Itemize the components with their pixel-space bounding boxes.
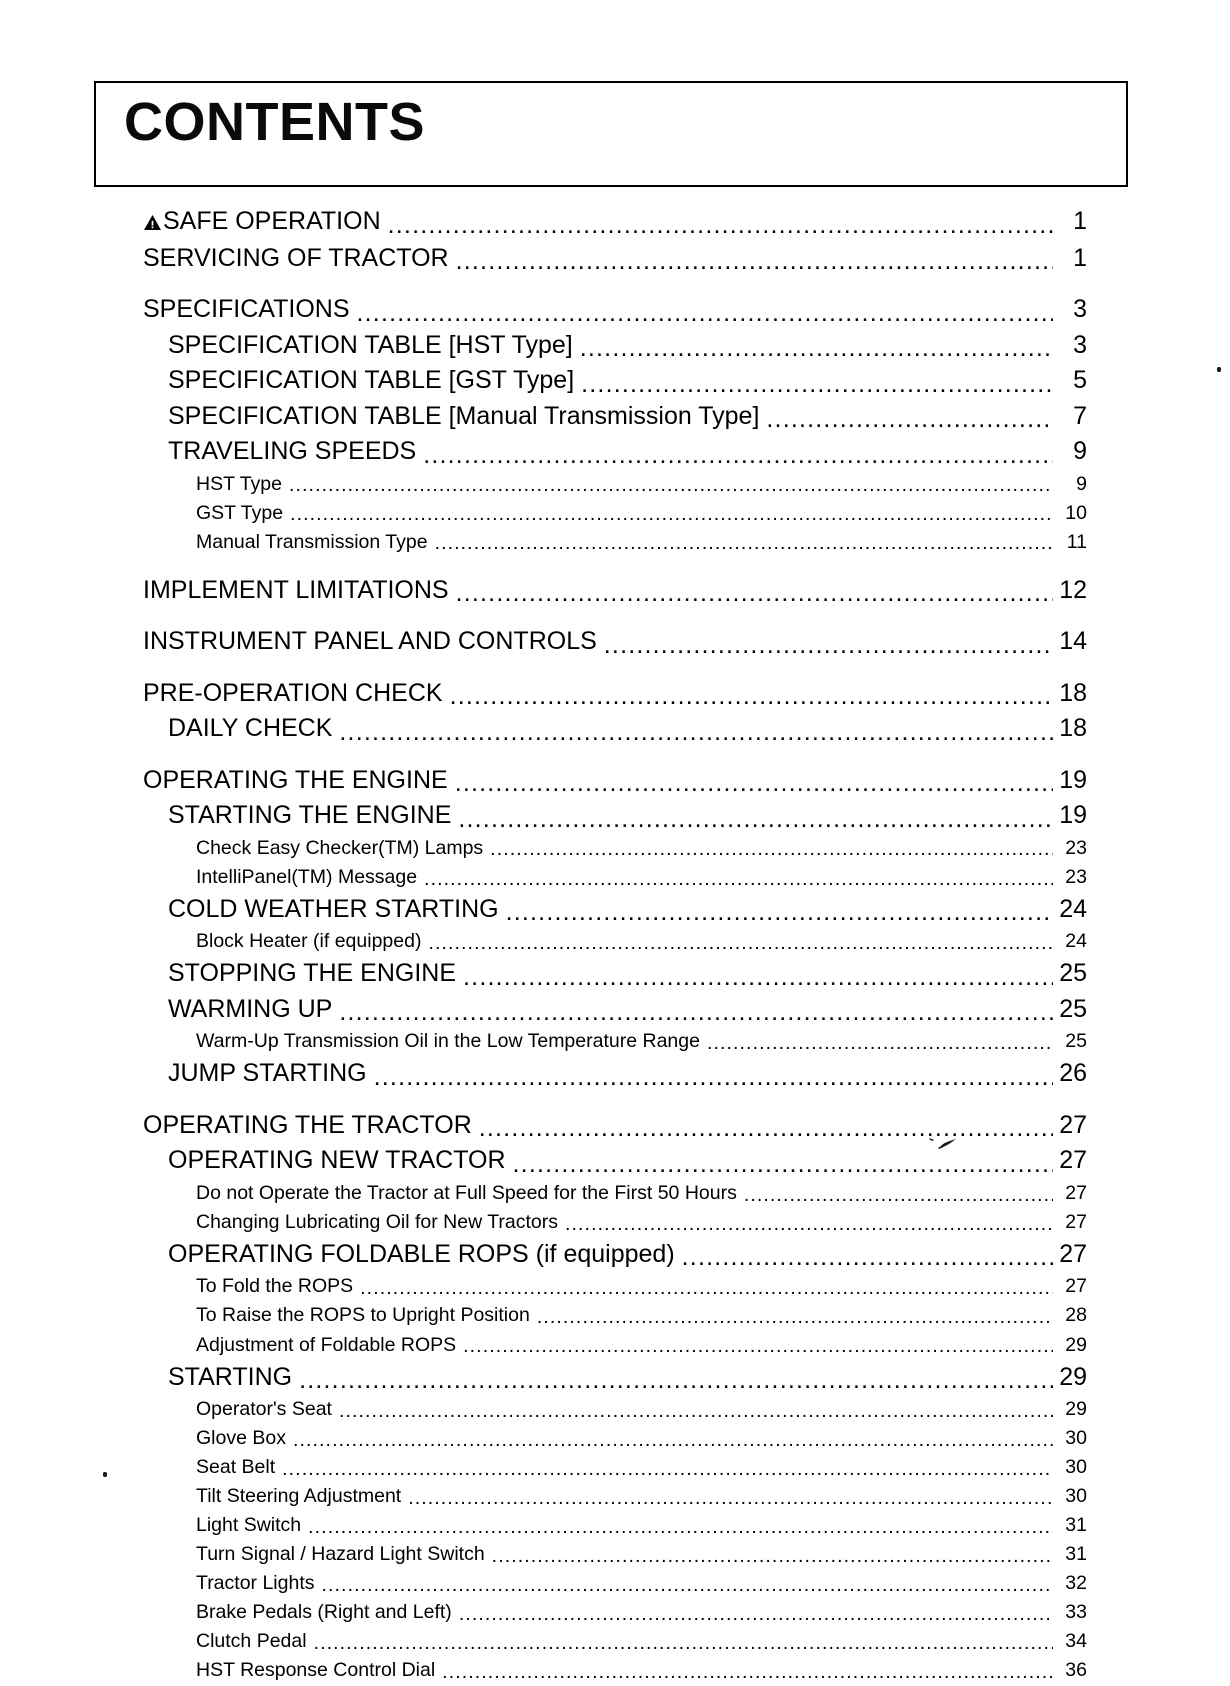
toc-dot-leader [580,334,1053,359]
toc-entry-label: TRAVELING SPEEDS [168,437,417,465]
toc-entry[interactable] [0,1540,1230,1569]
toc-entry-label: To Raise the ROPS to Upright Position [196,1304,530,1327]
toc-entry[interactable] [0,1107,1230,1144]
toc-entry[interactable] [0,623,1230,660]
toc-dot-leader [293,1430,1053,1450]
toc-dot-leader [289,475,1053,495]
toc-entry[interactable] [0,892,1230,928]
toc-entry-label: STARTING THE ENGINE [168,801,452,830]
toc-entry[interactable] [0,1360,1230,1396]
toc-entry[interactable] [0,1395,1230,1424]
toc-dot-leader [290,504,1053,524]
toc-entry-label: INSTRUMENT PANEL AND CONTROLS [143,627,597,656]
toc-page-number: 29 [1065,1398,1087,1421]
toc-entry-label: STARTING [168,1362,293,1391]
toc-dot-leader [463,1336,1053,1356]
toc-page-number: 27 [1059,1146,1087,1175]
toc-entry[interactable] [0,1656,1230,1685]
toc-page-number: 9 [1073,437,1087,465]
toc-page-number: 30 [1065,1485,1087,1508]
toc-dot-leader [450,682,1053,707]
toc-dot-leader [707,1033,1053,1053]
toc-entry-label: Warm-Up Transmission Oil in the Low Temperature Range [196,1030,700,1053]
toc-page-number: 23 [1065,865,1087,888]
toc-entry[interactable] [0,1056,1230,1092]
toc-entry-label: IntelliPanel(TM) Message [196,865,418,888]
toc-entry[interactable] [0,240,1230,277]
toc-entry[interactable] [0,1143,1230,1179]
toc-entry[interactable] [0,1272,1230,1301]
toc-page-number: 3 [1073,330,1087,359]
toc-entry-label: PRE-OPERATION CHECK [143,678,443,707]
scan-speck-artifact [1217,367,1221,372]
toc-group [0,1107,1230,1686]
toc-page-number: 25 [1065,1030,1087,1053]
toc-entry[interactable] [0,528,1230,557]
toc-dot-leader [423,441,1053,466]
toc-dot-leader [537,1307,1053,1327]
toc-page-number: 24 [1059,894,1087,923]
toc-page-number: 11 [1066,530,1087,553]
toc-page-number: 7 [1073,401,1087,430]
toc-entry-label: OPERATING THE ENGINE [143,765,448,794]
toc-dot-leader [459,1604,1053,1624]
toc-entry[interactable] [0,711,1230,747]
toc-page-number: 27 [1059,1239,1087,1268]
toc-entry-label: SPECIFICATION TABLE [Manual Transmission Type] [168,401,760,430]
toc-page-number: 31 [1065,1543,1087,1566]
toc-dot-leader [299,1366,1053,1391]
toc-entry[interactable] [0,1453,1230,1482]
toc-group [0,762,1230,1092]
toc-dot-leader [339,1401,1053,1421]
toc-group [0,572,1230,609]
toc-dot-leader [682,1243,1053,1268]
toc-entry-label: SERVICING OF TRACTOR [143,243,449,272]
toc-entry-label: Clutch Pedal [196,1630,307,1653]
scan-scribble-artifact [928,1136,958,1152]
toc-page-number: 18 [1059,678,1087,707]
toc-entry-label: SPECIFICATION TABLE [GST Type] [168,366,575,394]
toc-page-number: 29 [1059,1362,1087,1391]
toc-page-number: 18 [1059,714,1087,743]
toc-entry-label: STOPPING THE ENGINE [168,959,457,988]
toc-dot-leader [513,1150,1053,1175]
toc-page-number: 27 [1065,1181,1087,1204]
toc-entry-label: HST Type [196,472,282,495]
toc-entry-label: Operator's Seat [196,1398,332,1421]
page-title: CONTENTS [124,92,425,152]
toc-page-number: 1 [1073,207,1087,235]
toc-dot-leader [374,1063,1053,1088]
toc-page-number: 27 [1065,1210,1087,1233]
toc-entry[interactable] [0,470,1230,499]
toc-page-number: 3 [1073,295,1087,323]
toc-group [0,203,1230,276]
toc-entry-label: Glove Box [196,1427,286,1450]
toc-entry[interactable] [0,1482,1230,1511]
toc-dot-leader [463,963,1053,988]
toc-entry-label: GST Type [196,501,284,524]
warning-triangle-icon [143,214,162,231]
toc-entry-label: Turn Signal / Hazard Light Switch [196,1543,485,1566]
toc-page-number: 27 [1059,1110,1087,1139]
toc-entry[interactable] [0,798,1230,834]
toc-page-number: 27 [1065,1275,1087,1298]
toc-page-number: 12 [1059,575,1087,604]
toc-entry-label: Tilt Steering Adjustment [196,1485,402,1508]
toc-dot-leader [435,533,1053,553]
toc-dot-leader [428,933,1053,953]
toc-entry[interactable] [0,927,1230,956]
toc-entry-label: OPERATING FOLDABLE ROPS (if equipped) [168,1239,675,1268]
toc-dot-leader [604,631,1053,656]
toc-page-number: 30 [1065,1427,1087,1450]
toc-entry[interactable] [0,1237,1230,1273]
toc-entry[interactable] [0,291,1230,328]
toc-entry[interactable] [0,434,1230,470]
toc-page-number: 31 [1065,1514,1087,1537]
toc-dot-leader [766,405,1053,430]
toc-entry-label: Adjustment of Foldable ROPS [196,1333,457,1356]
toc-entry-label: IMPLEMENT LIMITATIONS [143,575,449,604]
toc-entry[interactable] [0,762,1230,799]
toc-entry-label: SPECIFICATION TABLE [HST Type] [168,330,573,359]
toc-entry[interactable] [0,1027,1230,1056]
toc-page-number: 23 [1065,836,1087,859]
toc-entry[interactable] [0,1569,1230,1598]
toc-page-number: 26 [1059,1059,1087,1088]
toc-dot-leader [339,718,1053,743]
toc-entry-label: Manual Transmission Type [196,530,428,553]
scan-speck-artifact [103,1472,107,1477]
toc-dot-leader [565,1213,1053,1233]
toc-entry-label: SPECIFICATIONS [143,295,350,323]
toc-entry-label: COLD WEATHER STARTING [168,894,499,923]
toc-page-number: 14 [1059,627,1087,656]
toc-dot-leader [492,1546,1053,1566]
toc-page-number: 30 [1065,1456,1087,1479]
toc-entry[interactable] [0,956,1230,992]
toc-page-number: 25 [1059,994,1087,1023]
toc-entry-label: Do not Operate the Tractor at Full Speed for the First 50 Hours [196,1181,737,1204]
toc-entry[interactable] [0,1331,1230,1360]
toc-page-number: 25 [1059,959,1087,988]
toc-page-number: 32 [1065,1572,1087,1595]
toc-page-number: 5 [1073,366,1087,394]
toc-entry[interactable] [0,399,1230,435]
toc-entry-label: OPERATING THE TRACTOR [143,1110,472,1139]
toc-entry[interactable] [0,992,1230,1028]
toc-entry[interactable] [0,1301,1230,1330]
toc-dot-leader [458,805,1053,830]
toc-dot-leader [282,1459,1053,1479]
toc-dot-leader [455,769,1053,794]
toc-page-number: 24 [1065,930,1087,953]
toc-dot-leader [479,1114,1053,1139]
toc-page-number: 19 [1059,765,1087,794]
toc-dot-leader [581,370,1053,395]
toc-page-number: 36 [1065,1659,1087,1682]
toc-entry-label: Seat Belt [196,1456,276,1479]
toc-entry-label: Changing Lubricating Oil for New Tractors [196,1210,558,1233]
table-of-contents [0,203,1230,1686]
toc-entry[interactable] [0,863,1230,892]
toc-dot-leader [357,299,1053,324]
toc-entry-label: DAILY CHECK [168,714,333,743]
toc-entry[interactable] [0,572,1230,609]
toc-entry-label: Brake Pedals (Right and Left) [196,1601,452,1624]
toc-entry[interactable] [0,499,1230,528]
contents-title-box [94,81,1128,187]
toc-dot-leader [424,868,1053,888]
toc-entry[interactable] [0,1179,1230,1208]
toc-group [0,291,1230,557]
toc-dot-leader [506,898,1053,923]
toc-entry[interactable] [0,1208,1230,1237]
toc-page-number: 34 [1065,1630,1087,1653]
toc-entry[interactable] [0,834,1230,863]
toc-page-number: 9 [1076,472,1087,495]
toc-entry-label: HST Response Control Dial [196,1659,436,1682]
toc-dot-leader [456,579,1053,604]
toc-entry[interactable] [0,1598,1230,1627]
toc-entry[interactable] [0,328,1230,364]
toc-page-number: 29 [1065,1333,1087,1356]
toc-entry-label: Check Easy Checker(TM) Lamps [196,836,484,859]
toc-entry-label: Tractor Lights [196,1572,315,1595]
toc-group [0,623,1230,660]
toc-entry-label: Light Switch [196,1514,302,1537]
toc-entry[interactable] [0,1627,1230,1656]
toc-dot-leader [360,1278,1053,1298]
toc-dot-leader [442,1662,1053,1682]
toc-entry-label: Block Heater (if equipped) [196,930,422,953]
toc-entry-label: To Fold the ROPS [196,1275,354,1298]
toc-entry[interactable] [0,203,1230,240]
toc-dot-leader [490,839,1053,859]
toc-entry[interactable] [0,675,1230,712]
toc-entry[interactable] [0,1511,1230,1540]
toc-entry[interactable] [0,363,1230,399]
toc-dot-leader [339,998,1053,1023]
toc-dot-leader [408,1488,1053,1508]
toc-dot-leader [388,211,1053,236]
toc-dot-leader [314,1633,1053,1653]
toc-entry[interactable] [0,1424,1230,1453]
toc-entry-label-text: SAFE OPERATION [163,207,381,235]
toc-page-number: 10 [1065,501,1087,524]
toc-entry-label [143,203,388,240]
toc-dot-leader [322,1575,1054,1595]
toc-dot-leader [456,247,1053,272]
toc-entry-label: OPERATING NEW TRACTOR [168,1146,506,1175]
toc-page-number: 28 [1065,1304,1087,1327]
toc-page-number: 33 [1065,1601,1087,1624]
toc-dot-leader [744,1184,1053,1204]
toc-page-number: 19 [1059,801,1087,830]
toc-dot-leader [308,1517,1053,1537]
toc-group [0,675,1230,747]
toc-entry-label: WARMING UP [168,994,333,1023]
toc-page-number: 1 [1073,243,1087,272]
toc-entry-label: JUMP STARTING [168,1059,367,1088]
